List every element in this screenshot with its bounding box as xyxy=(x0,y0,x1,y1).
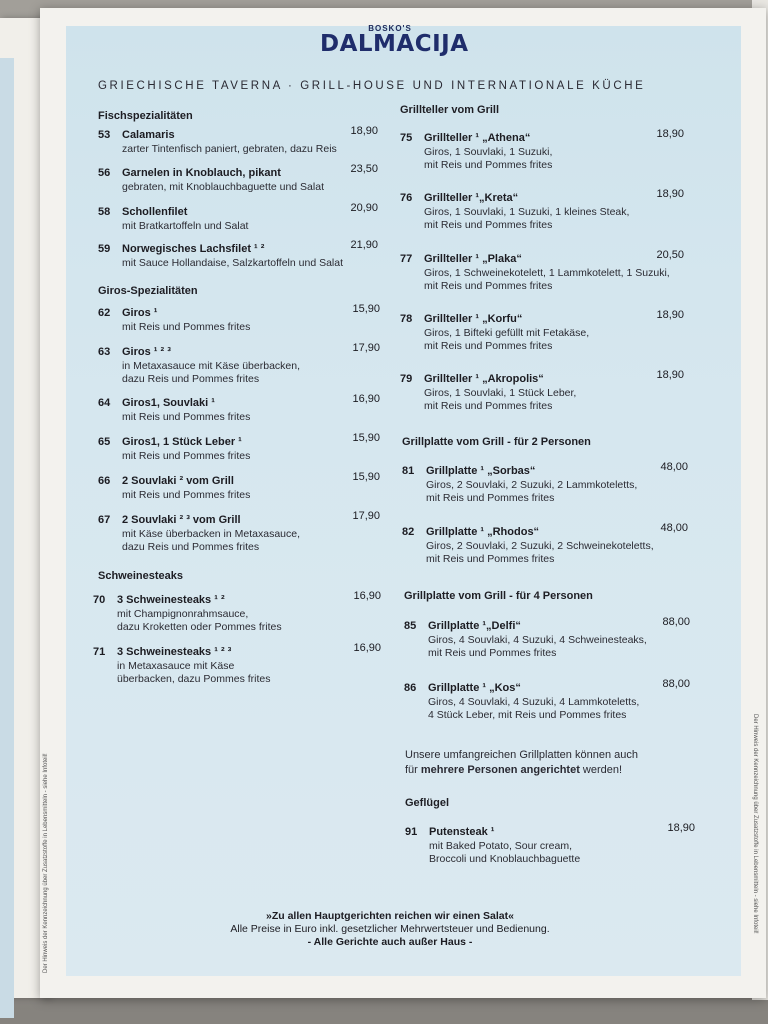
menu-item xyxy=(400,128,684,173)
menu-item xyxy=(405,822,695,867)
section-title-gefluegel: Geflügel xyxy=(405,797,450,809)
menu-item-name: 3 Schweinesteaks ¹ ² xyxy=(117,594,225,606)
menu-item-header xyxy=(98,393,380,411)
menu-item-description: Giros, 2 Souvlaki, 2 Suzuki, 2 Lammkoteletts, xyxy=(426,478,638,491)
menu-item-number: 86 xyxy=(404,682,417,694)
menu-item-description: Giros, 1 Souvlaki, 1 Suzuki, xyxy=(424,145,553,158)
menu-item xyxy=(402,522,688,567)
menu-item-description: mit Reis und Pommes frites xyxy=(122,449,251,462)
menu-item xyxy=(400,309,684,354)
menu-item xyxy=(93,590,381,635)
menu-item-description: mit Baked Potato, Sour cream, xyxy=(429,839,572,852)
menu-item-price: 18,90 xyxy=(656,369,684,381)
menu-item-header xyxy=(98,432,380,450)
menu-item xyxy=(400,249,684,294)
menu-item-price: 23,50 xyxy=(350,163,378,175)
menu-item-name: Grillplatte ¹ „Rhodos“ xyxy=(426,526,540,538)
menu-item-description: mit Reis und Pommes frites xyxy=(428,647,557,659)
menu-item-description: dazu Reis und Pommes frites xyxy=(122,541,260,553)
menu-item-number: 66 xyxy=(98,475,111,487)
note-line-2 xyxy=(405,763,665,778)
menu-item-number: 78 xyxy=(400,313,413,325)
menu-item-price: 18,90 xyxy=(656,309,684,321)
menu-item-number: 70 xyxy=(93,594,106,606)
menu-item-number: 59 xyxy=(98,243,111,255)
menu-item-number: 53 xyxy=(98,129,111,141)
menu-item-description: mit Champignonrahmsauce, xyxy=(117,607,249,620)
menu-item-description: mit Sauce Hollandaise, Salzkartoffeln und Salat xyxy=(122,256,344,269)
menu-item-description: Broccoli und Knoblauchbaguette xyxy=(429,853,581,865)
menu-item-header xyxy=(404,678,690,696)
menu-item-name: Putensteak ¹ xyxy=(429,826,495,838)
menu-item-description: mit Käse überbacken in Metaxasauce, xyxy=(122,527,301,540)
menu-item-number: 67 xyxy=(98,514,111,526)
menu-item-name: Giros1, Souvlaki ¹ xyxy=(122,397,215,409)
note-line-2-post: werden! xyxy=(579,764,623,776)
menu-item-header xyxy=(400,188,684,206)
menu-item xyxy=(400,369,684,414)
menu-item-description: mit Reis und Pommes frites xyxy=(122,488,251,501)
menu-item-header xyxy=(98,163,378,181)
menu-item-name: 2 Souvlaki ² vom Grill xyxy=(122,475,234,487)
menu-item-name: 2 Souvlaki ² ³ vom Grill xyxy=(122,514,241,526)
menu-item-price: 15,90 xyxy=(352,471,380,483)
menu-item-number: 81 xyxy=(402,465,415,477)
adjacent-page-strip xyxy=(0,58,14,1018)
menu-item-name: Grillplatte ¹ „Kos“ xyxy=(428,682,521,694)
menu-item xyxy=(98,163,378,194)
menu-item-description: mit Reis und Pommes frites xyxy=(426,492,555,504)
menu-item-name: Calamaris xyxy=(122,129,175,141)
section-title-grillteller: Grillteller vom Grill xyxy=(400,104,500,116)
menu-item-price: 16,90 xyxy=(352,393,380,405)
menu-item-number: 62 xyxy=(98,307,111,319)
menu-item-name: Grillteller ¹ „Akropolis“ xyxy=(424,373,544,385)
menu-item-number: 56 xyxy=(98,167,111,179)
menu-item-name: Grillteller ¹ „Korfu“ xyxy=(424,313,523,325)
menu-item-name: Giros ¹ ² ³ xyxy=(122,346,171,358)
menu-item-description: zarter Tintenfisch paniert, gebraten, dazu Reis xyxy=(122,142,337,155)
menu-item-price: 17,90 xyxy=(352,342,380,354)
section-title-schwein: Schweinesteaks xyxy=(98,570,183,582)
menu-item-description: dazu Kroketten oder Pommes frites xyxy=(117,621,282,633)
menu-item-number: 79 xyxy=(400,373,413,385)
menu-item-name: Norwegisches Lachsfilet ¹ ² xyxy=(122,243,265,255)
menu-item-price: 88,00 xyxy=(662,678,690,690)
menu-item-description: Giros, 2 Souvlaki, 2 Suzuki, 2 Schweinekoteletts, xyxy=(426,539,654,552)
menu-item-header xyxy=(400,309,684,327)
note-line-2-pre: für xyxy=(405,764,421,776)
side-note-left: Der Hinweis der Kennzeichnung über Zusatzstoffe in Lebensmitteln - siehe Infoteil! xyxy=(43,753,49,973)
menu-item-header xyxy=(400,249,684,267)
menu-item-price: 15,90 xyxy=(352,432,380,444)
menu-item-price: 88,00 xyxy=(662,616,690,628)
menu-item-price: 16,90 xyxy=(353,590,381,602)
menu-item xyxy=(98,510,380,555)
menu-item-header xyxy=(98,510,380,528)
menu-item-header xyxy=(98,471,380,489)
menu-item-description: in Metaxasauce mit Käse überbacken, xyxy=(122,359,301,372)
menu-item-description: mit Reis und Pommes frites xyxy=(122,320,251,333)
menu-item-price: 17,90 xyxy=(352,510,380,522)
menu-item-description: überbacken, dazu Pommes frites xyxy=(117,673,271,685)
menu-item-name: Schollenfilet xyxy=(122,206,188,218)
menu-item-price: 18,90 xyxy=(350,125,378,137)
menu-item-description: gebraten, mit Knoblauchbaguette und Salat xyxy=(122,180,324,193)
menu-item-header xyxy=(404,616,690,634)
menu-item-price: 16,90 xyxy=(353,642,381,654)
menu-item-price: 18,90 xyxy=(656,188,684,200)
menu-item-number: 77 xyxy=(400,253,413,265)
note-line-2-bold: mehrere Personen angerichtet xyxy=(420,764,580,776)
logo-small-text: BOSKO'S xyxy=(368,24,412,33)
footer-takeaway-line: - Alle Gerichte auch außer Haus - xyxy=(307,936,473,948)
menu-item-name: Grillteller ¹ „Plaka“ xyxy=(424,253,522,265)
menu-item xyxy=(93,642,381,687)
section-title-platte4: Grillplatte vom Grill - für 4 Personen xyxy=(404,590,593,602)
footer-price-line: Alle Preise in Euro inkl. gesetzlicher Mehrwertsteuer und Bedienung. xyxy=(230,923,550,935)
menu-item-description: mit Reis und Pommes frites xyxy=(424,340,553,352)
menu-item-price: 20,90 xyxy=(350,202,378,214)
section-title-platte2: Grillplatte vom Grill - für 2 Personen xyxy=(402,436,591,448)
menu-item xyxy=(98,471,380,502)
menu-item-number: 76 xyxy=(400,192,413,204)
menu-item-number: 85 xyxy=(404,620,417,632)
menu-item-name: Grillplatte ¹„Delfi“ xyxy=(428,620,521,632)
menu-item-number: 82 xyxy=(402,526,415,538)
menu-item xyxy=(98,303,380,334)
menu-item-name: Giros1, 1 Stück Leber ¹ xyxy=(122,436,242,448)
grillplatte-note xyxy=(405,748,665,778)
menu-item-header xyxy=(98,202,378,220)
menu-item xyxy=(98,202,378,233)
menu-item-description: Giros, 1 Schweinekotelett, 1 Lammkotelett, 1 Suzuki, xyxy=(424,266,670,279)
menu-item-price: 48,00 xyxy=(660,461,688,473)
menu-item-number: 71 xyxy=(93,646,106,658)
menu-item-description: mit Reis und Pommes frites xyxy=(424,159,553,171)
section-title-giros: Giros-Spezialitäten xyxy=(98,285,198,297)
menu-item-description: mit Bratkartoffeln und Salat xyxy=(122,219,249,232)
menu-item-price: 21,90 xyxy=(350,239,378,251)
menu-item-price: 20,50 xyxy=(656,249,684,261)
menu-item-header xyxy=(98,342,380,360)
menu-item-number: 64 xyxy=(98,397,111,409)
menu-item xyxy=(98,393,380,424)
menu-item-price: 48,00 xyxy=(660,522,688,534)
menu-item-description: Giros, 1 Bifteki gefüllt mit Fetakäse, xyxy=(424,326,590,339)
menu-item-description: mit Reis und Pommes frites xyxy=(426,553,555,565)
menu-item-name: Giros ¹ xyxy=(122,307,158,319)
menu-item-description: mit Reis und Pommes frites xyxy=(424,400,553,412)
menu-item-header xyxy=(402,461,688,479)
menu-item-description: Giros, 1 Souvlaki, 1 Suzuki, 1 kleines Steak, xyxy=(424,205,630,218)
menu-item-description: mit Reis und Pommes frites xyxy=(122,410,251,423)
menu-item-header xyxy=(400,128,684,146)
side-note-right: Der Hinweis der Kennzeichnung über Zusatzstoffe in Lebensmitteln - siehe Infoteil! xyxy=(752,714,758,934)
menu-item-name: Grillteller ¹„Kreta“ xyxy=(424,192,519,204)
menu-item xyxy=(404,678,690,723)
footer-salad-line: »Zu allen Hauptgerichten reichen wir einen Salat« xyxy=(266,910,514,922)
menu-item-header xyxy=(98,239,378,257)
menu-footer xyxy=(150,910,630,949)
tagline: GRIECHISCHE TAVERNA · GRILL-HOUSE UND INTERNATIONALE KÜCHE xyxy=(98,80,646,92)
menu-item-number: 91 xyxy=(405,826,418,838)
menu-item xyxy=(98,432,380,463)
menu-item-price: 15,90 xyxy=(352,303,380,315)
menu-item-number: 65 xyxy=(98,436,111,448)
menu-item-description: Giros, 1 Souvlaki, 1 Stück Leber, xyxy=(424,386,577,399)
menu-item-header xyxy=(400,369,684,387)
menu-item-price: 18,90 xyxy=(667,822,695,834)
menu-item-header xyxy=(93,590,381,608)
menu-item-description: mit Reis und Pommes frites xyxy=(424,280,553,292)
menu-item-name: 3 Schweinesteaks ¹ ² ³ xyxy=(117,646,232,658)
menu-item-description: in Metaxasauce mit Käse xyxy=(117,659,235,672)
logo-name: DALMACIJA xyxy=(320,31,469,57)
menu-item-header xyxy=(98,303,380,321)
note-line-1: Unsere umfangreichen Grillplatten können auch xyxy=(405,749,638,761)
section-title-fisch: Fischspezialitäten xyxy=(98,110,193,122)
menu-item-description: mit Reis und Pommes frites xyxy=(424,219,553,231)
menu-item-name: Grillteller ¹ „Athena“ xyxy=(424,132,531,144)
menu-item xyxy=(98,239,378,270)
restaurant-logo xyxy=(320,24,469,57)
menu-item xyxy=(402,461,688,506)
menu-item xyxy=(400,188,684,233)
menu-item-number: 58 xyxy=(98,206,111,218)
menu-item-header xyxy=(93,642,381,660)
menu-item-number: 63 xyxy=(98,346,111,358)
menu-item-header xyxy=(405,822,695,840)
menu-item-name: Grillplatte ¹ „Sorbas“ xyxy=(426,465,536,477)
menu-item-description: 4 Stück Leber, mit Reis und Pommes frites xyxy=(428,709,627,721)
menu-item-price: 18,90 xyxy=(656,128,684,140)
menu-item xyxy=(404,616,690,661)
menu-item-description: Giros, 4 Souvlaki, 4 Suzuki, 4 Lammkoteletts, xyxy=(428,695,640,708)
menu-item-header xyxy=(402,522,688,540)
menu-item xyxy=(98,342,380,387)
menu-item-description: dazu Reis und Pommes frites xyxy=(122,373,260,385)
menu-item-header xyxy=(98,125,378,143)
menu-item-number: 75 xyxy=(400,132,413,144)
menu-item xyxy=(98,125,378,156)
menu-item-name: Garnelen in Knoblauch, pikant xyxy=(122,167,281,179)
menu-item-description: Giros, 4 Souvlaki, 4 Suzuki, 4 Schweinesteaks, xyxy=(428,633,647,646)
